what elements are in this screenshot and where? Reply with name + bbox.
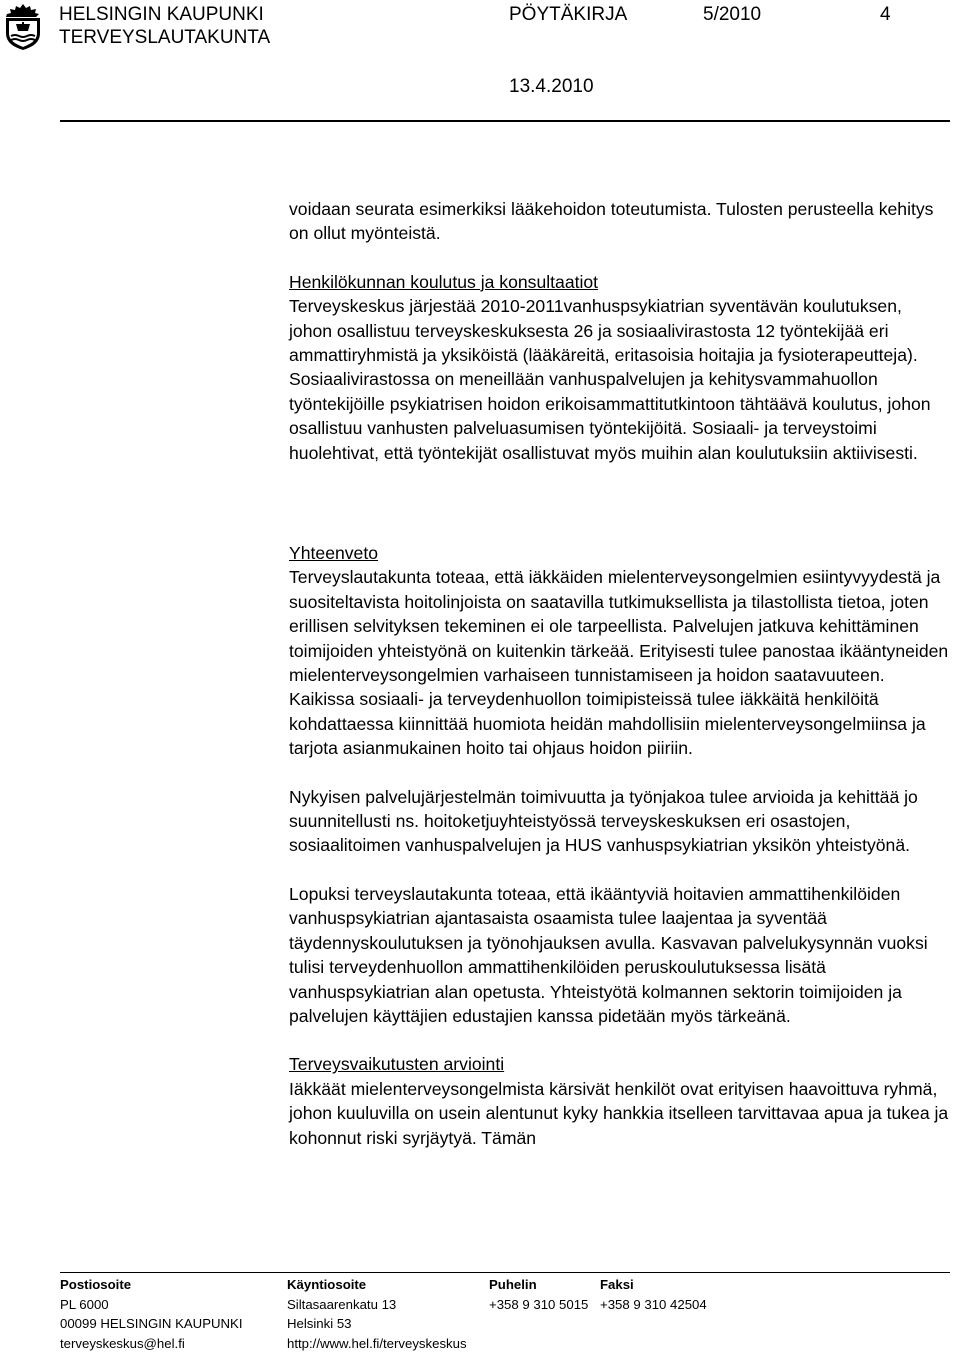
footer-fax-label: Faksi: [600, 1275, 707, 1295]
footer-postal-city: 00099 HELSINGIN KAUPUNKI: [60, 1314, 243, 1334]
footer-phone-label: Puhelin: [489, 1275, 588, 1295]
footer-fax-number: +358 9 310 42504: [600, 1295, 707, 1315]
paragraph-conclusion: Lopuksi terveyslautakunta toteaa, että ikääntyviä hoitavien ammattihenkilöiden vanhuspsykiatrian ajantasaista osaamista tulee laajentaa ja syventää täydennyskoulutuksen ja työnohjauksen avulla. Kasvavan palvelukysynnän vuoksi tulisi terveydenhuollon ammattihenkilöiden peruskoulutuksessa lisätä vanhuspsykiatrian alan opetusta. Yhteistyötä kolmannen sektorin toimijoiden ja palvelujen käyttäjien edustajien kanssa pidetään myös tärkeänä.: [289, 882, 949, 1028]
section-heading-summary: Yhteenveto: [289, 541, 949, 565]
body-upper: [289, 197, 949, 465]
paragraph-health-impact: Iäkkäät mielenterveysongelmista kärsivät henkilöt ovat erityisen haavoittuva ryhmä, johon kuuluvilla on usein alentunut kyky hankkia itselleen tarvittavaa apua ja tukea ja kohonnut riski syrjäytyä. Tämän: [289, 1077, 949, 1150]
footer-visit-street: Siltasaarenkatu 13: [287, 1295, 467, 1315]
body-summary: [289, 541, 949, 1150]
paragraph-intro: voidaan seurata esimerkiksi lääkehoidon toteutumista. Tulosten perusteella kehitys on ollut myönteistä.: [289, 197, 949, 246]
page-number: 4: [880, 4, 891, 26]
section-heading-training: Henkilökunnan koulutus ja konsultaatiot: [289, 270, 949, 294]
header-divider: [60, 120, 950, 122]
footer-postal: [60, 1275, 243, 1353]
paragraph-training: Terveyskeskus järjestää 2010-2011vanhuspsykiatrian syventävän koulutuksen, johon osallistuu terveyskeskuksesta 26 ja sosiaalivirastosta 12 työntekijää eri ammattiryhmistä ja yksiköistä (lääkäreitä, eritasoisia hoitajia ja fysioterapeutteja). Sosiaalivirastossa on meneillään vanhuspalvelujen ja kehitysvammahuollon työntekijöille psykiatrisen hoidon erikoisammattitutkintoon tähtäävä koulutus, johon osallistuu vanhusten palveluasumisen työntekijöitä. Sosiaali- ja terveystoimi huolehtivat, että työntekijät osallistuvat myös muihin alan koulutuksiin aktiivisesti.: [289, 294, 949, 465]
org-board: TERVEYSLAUTAKUNTA: [59, 27, 270, 49]
footer-visit-city: Helsinki 53: [287, 1314, 467, 1334]
doc-type: PÖYTÄKIRJA: [509, 4, 627, 26]
footer-divider: [60, 1272, 950, 1273]
footer-postal-label: Postiosoite: [60, 1275, 243, 1295]
helsinki-coat-of-arms-logo: [3, 3, 43, 51]
doc-number: 5/2010: [703, 4, 761, 26]
paragraph-summary: Terveyslautakunta toteaa, että iäkkäiden mielenterveysongelmien esiintyvyydestä ja suositeltavista hoitolinjoista on saatavilla tutkimuksellista ja tilastollista tietoa, joten erillisen selvityksen tekeminen ei ole tarpeellista. Palvelujen jatkuva kehittäminen toimijoiden yhteistyönä on kuitenkin tärkeää. Erityisesti tulee panostaa ikääntyneiden mielenterveysongelmien varhaiseen tunnistamiseen ja hoidon saatavuuteen. Kaikissa sosiaali- ja terveydenhuollon toimipisteissä tulee iäkkäitä henkilöitä kohdattaessa kiinnittää huomiota heidän mahdollisiin mielenterveysongelmiinsa ja tarjota asianmukainen hoito tai ohjaus hoidon piiriin.: [289, 565, 949, 760]
footer-visit: [287, 1275, 467, 1353]
paragraph-service-system: Nykyisen palvelujärjestelmän toimivuutta ja työnjakoa tulee arvioida ja kehittää jo suunnitellusti ns. hoitoketjuyhteistyössä terveyskeskuksen eri osastojen, sosiaalitoimen vanhuspalvelujen ja HUS vanhuspsykiatrian yksikön yhteistyönä.: [289, 785, 949, 858]
meeting-date: 13.4.2010: [509, 76, 594, 98]
footer-phone: [489, 1275, 588, 1314]
org-name: HELSINGIN KAUPUNKI: [59, 4, 264, 26]
footer-phone-number: +358 9 310 5015: [489, 1295, 588, 1315]
footer-visit-label: Käyntiosoite: [287, 1275, 467, 1295]
footer-fax: [600, 1275, 707, 1314]
section-heading-health-impact: Terveysvaikutusten arviointi: [289, 1052, 949, 1076]
footer-postal-box: PL 6000: [60, 1295, 243, 1315]
footer-website: http://www.hel.fi/terveyskeskus: [287, 1334, 467, 1353]
footer-email: terveyskeskus@hel.fi: [60, 1334, 243, 1353]
